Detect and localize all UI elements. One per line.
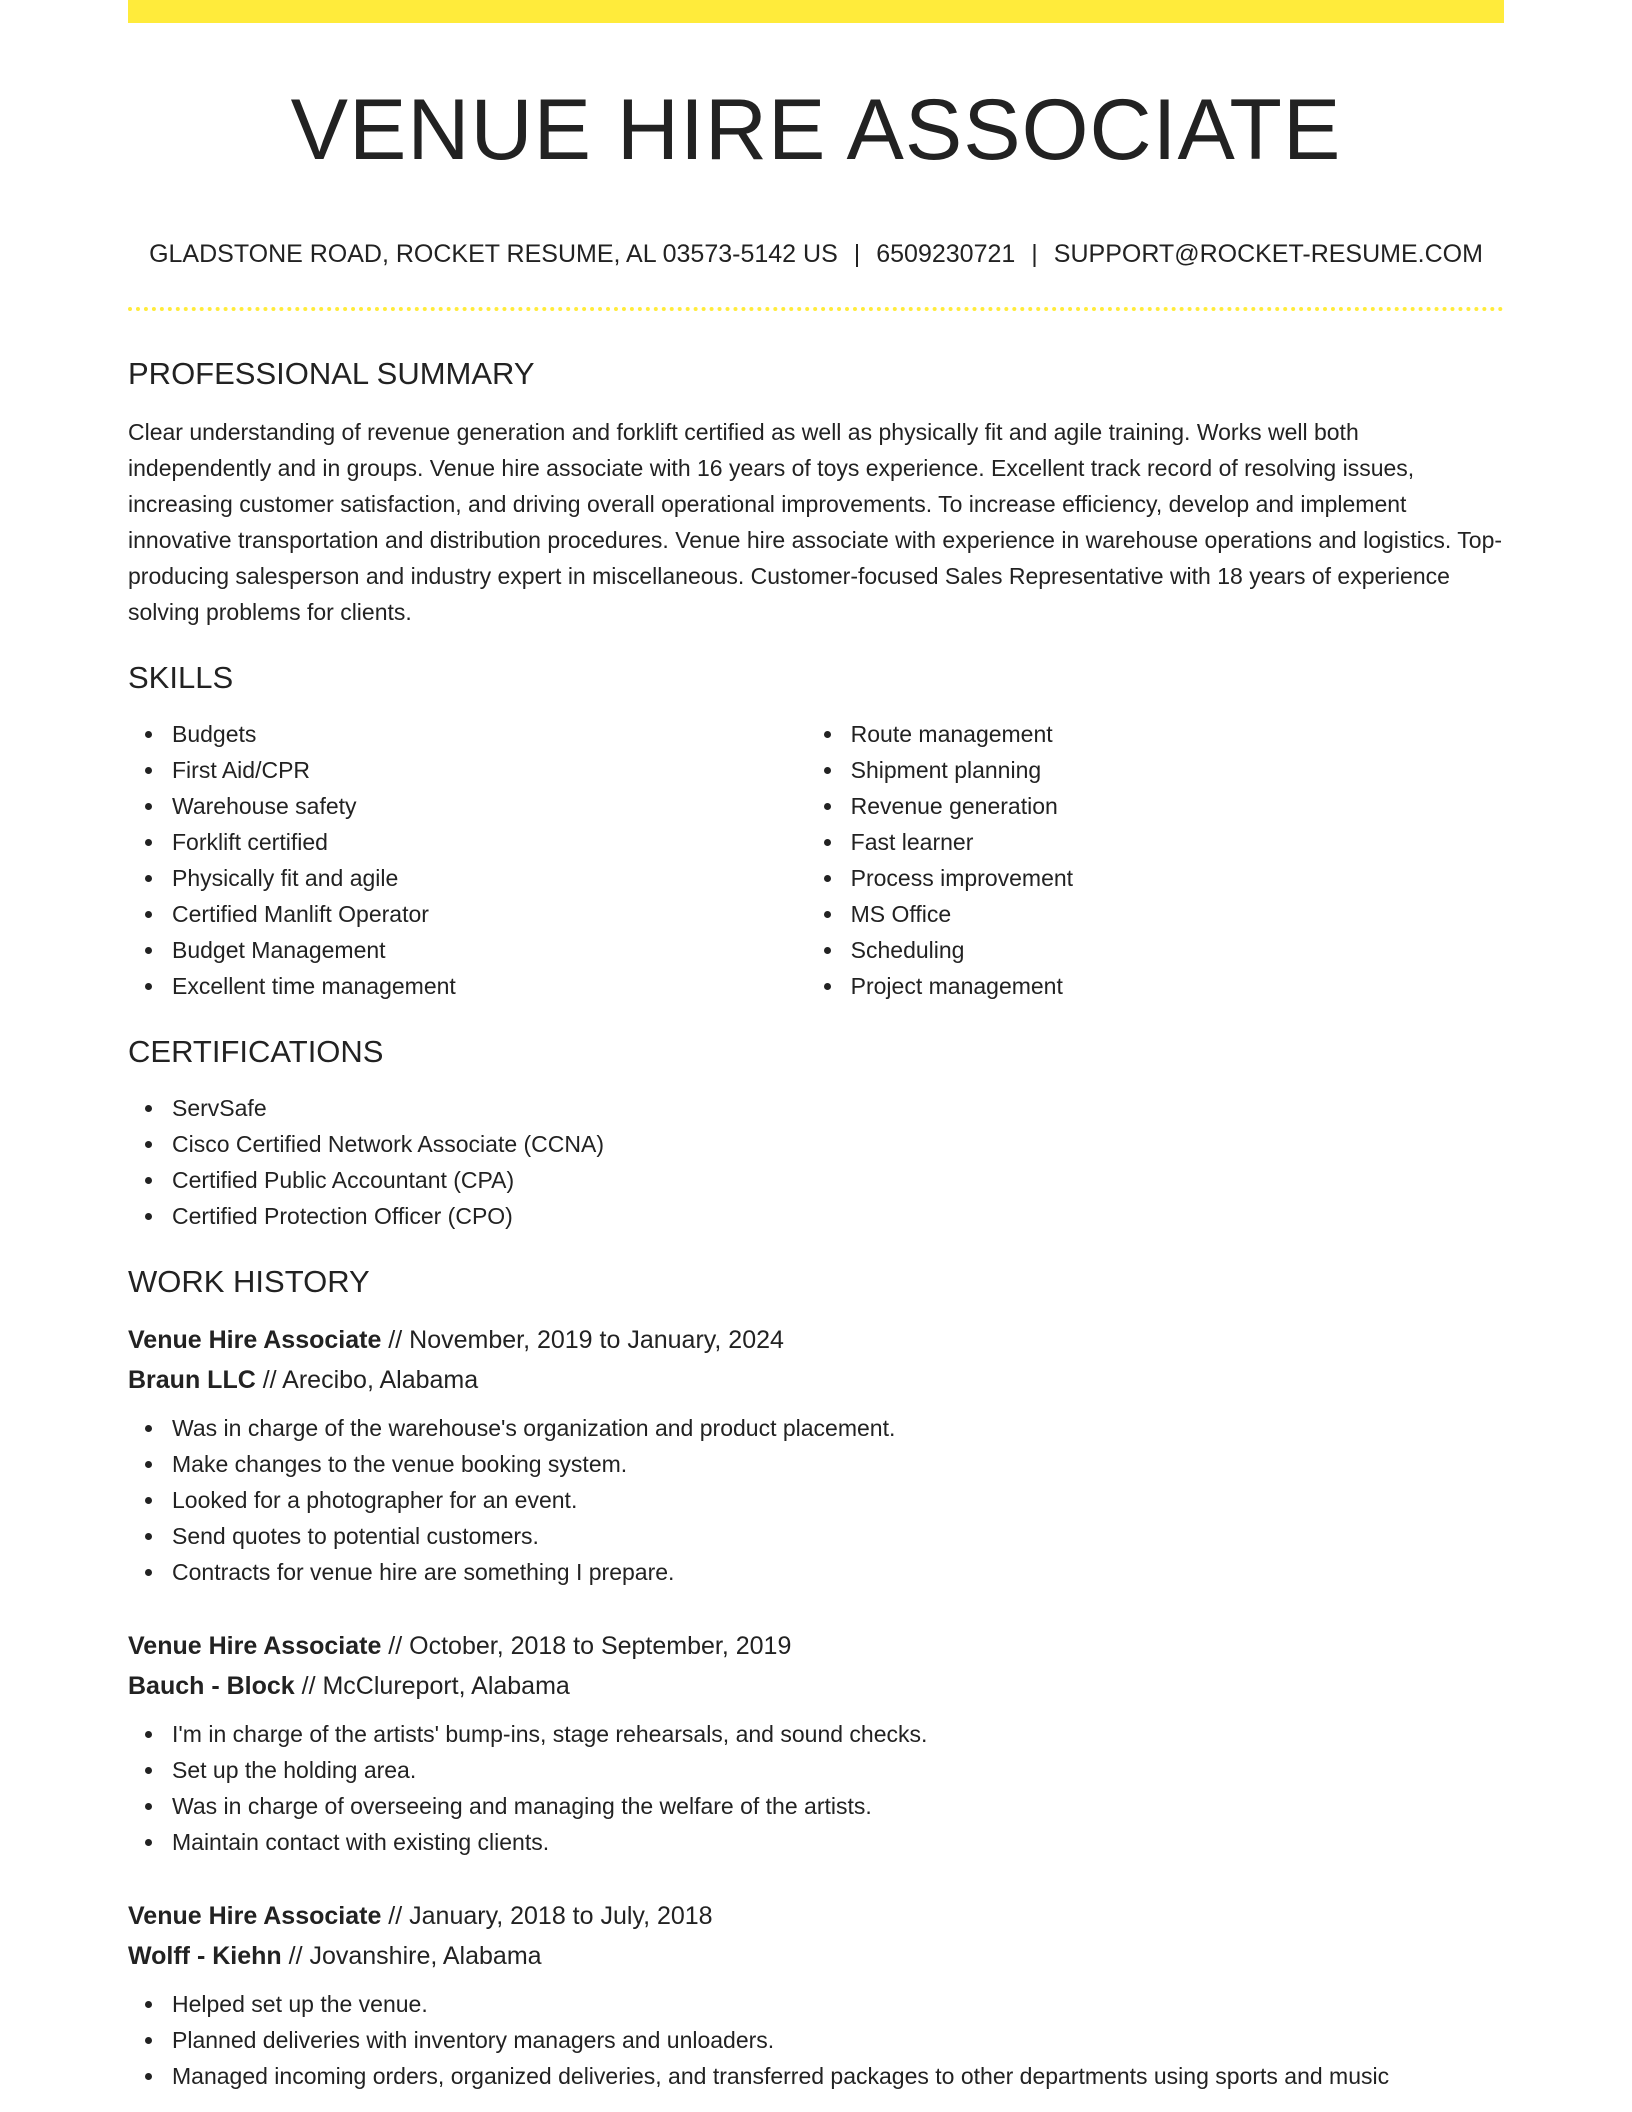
job-dates: // January, 2018 to July, 2018: [381, 1902, 713, 1930]
job-duty: Managed incoming orders, organized deliveries, and transferred packages to other departments using sports and music: [172, 2058, 1504, 2094]
resume-title: VENUE HIRE ASSOCIATE: [290, 82, 1342, 178]
skills-grid: [128, 700, 1504, 1004]
summary-heading: PROFESSIONAL SUMMARY: [128, 356, 535, 391]
skills-heading: SKILLS: [128, 660, 234, 695]
skill-item: Project management: [851, 968, 1504, 1004]
job-duties-list: [128, 1410, 1504, 1590]
skill-item: Physically fit and agile: [172, 860, 807, 896]
job-duty: Maintain contact with existing clients.: [172, 1824, 1504, 1860]
job-duty: Was in charge of the warehouse's organization and product placement.: [172, 1410, 1504, 1446]
skills-list-right: [807, 716, 1504, 1004]
job-role: Venue Hire Associate: [128, 1902, 382, 1930]
job-title-line: [128, 1320, 1504, 1360]
work-history-heading: WORK HISTORY: [128, 1264, 370, 1299]
job-title-line: [128, 1626, 1504, 1666]
contact-email: SUPPORT@ROCKET-RESUME.COM: [1053, 240, 1483, 268]
skill-item: Process improvement: [851, 860, 1504, 896]
contact-separator: |: [853, 240, 861, 268]
certification-item: Certified Protection Officer (CPO): [172, 1198, 1504, 1234]
job-company: Wolff - Kiehn: [128, 1942, 282, 1970]
contact-line: [128, 236, 1504, 272]
job-role: Venue Hire Associate: [128, 1326, 382, 1354]
certifications-heading: CERTIFICATIONS: [128, 1034, 384, 1069]
skill-item: Forklift certified: [172, 824, 807, 860]
skill-item: Route management: [851, 716, 1504, 752]
job-entry: [128, 1320, 1504, 1590]
certifications-section: [128, 1030, 1504, 1234]
job-duties-list: [128, 1986, 1504, 2094]
contact-phone: 6509230721: [876, 240, 1016, 268]
skills-list-left: [128, 716, 807, 1004]
job-duty: Set up the holding area.: [172, 1752, 1504, 1788]
certification-item: Certified Public Accountant (CPA): [172, 1162, 1504, 1198]
skills-section: [128, 656, 1504, 1004]
job-location: // Jovanshire, Alabama: [281, 1942, 542, 1970]
job-duty: Send quotes to potential customers.: [172, 1518, 1504, 1554]
work-history-section: [128, 1260, 1504, 2094]
skill-item: Warehouse safety: [172, 788, 807, 824]
job-dates: // November, 2019 to January, 2024: [381, 1326, 784, 1354]
resume-body: [128, 352, 1504, 2094]
summary-text: Clear understanding of revenue generation and forklift certified as well as physically fit and agile training. Works well both independently and in groups. Venue hire associate with 16 years of toys experience. Excellent track record of resolving issues, increasing customer satisfaction, and driving overall operational improvements. To increase efficiency, develop and implement innovative transportation and distribution procedures. Venue hire associate with experience in warehouse operations and logistics. Top-producing salesperson and industry expert in miscellaneous. Customer-focused Sales Representative with 18 years of experience solving problems for clients.: [128, 419, 1503, 625]
job-role: Venue Hire Associate: [128, 1632, 382, 1660]
summary-section: [128, 352, 1504, 630]
skill-item: Budgets: [172, 716, 807, 752]
skill-item: Fast learner: [851, 824, 1504, 860]
resume-page: [128, 0, 1504, 2112]
job-company: Braun LLC: [128, 1366, 256, 1394]
skill-item: Scheduling: [851, 932, 1504, 968]
job-duty: Planned deliveries with inventory managers and unloaders.: [172, 2022, 1504, 2058]
job-company-line: [128, 1666, 1504, 1706]
job-location: // Arecibo, Alabama: [255, 1366, 479, 1394]
job-dates: // October, 2018 to September, 2019: [381, 1632, 792, 1660]
skill-item: First Aid/CPR: [172, 752, 807, 788]
job-company-line: [128, 1936, 1504, 1976]
job-company: Bauch - Block: [128, 1672, 295, 1700]
skill-item: Budget Management: [172, 932, 807, 968]
skill-item: Certified Manlift Operator: [172, 896, 807, 932]
job-duty: I'm in charge of the artists' bump-ins, stage rehearsals, and sound checks.: [172, 1716, 1504, 1752]
job-duty: Contracts for venue hire are something I prepare.: [172, 1554, 1504, 1590]
job-duty: Make changes to the venue booking system.: [172, 1446, 1504, 1482]
top-accent-bar: [128, 0, 1504, 23]
job-duty: Helped set up the venue.: [172, 1986, 1504, 2022]
skill-item: Excellent time management: [172, 968, 807, 1004]
job-entry: [128, 1626, 1504, 1860]
skill-item: Shipment planning: [851, 752, 1504, 788]
skill-item: Revenue generation: [851, 788, 1504, 824]
job-company-line: [128, 1360, 1504, 1400]
contact-separator: |: [1031, 240, 1038, 268]
job-duty: Looked for a photographer for an event.: [172, 1482, 1504, 1518]
header-divider: [128, 307, 1504, 311]
certification-item: ServSafe: [172, 1090, 1504, 1126]
job-duties-list: [128, 1716, 1504, 1860]
job-entry: [128, 1896, 1504, 2094]
certification-item: Cisco Certified Network Associate (CCNA): [172, 1126, 1504, 1162]
job-duty: Was in charge of overseeing and managing the welfare of the artists.: [172, 1788, 1504, 1824]
certifications-list: [128, 1090, 1504, 1234]
job-title-line: [128, 1896, 1504, 1936]
contact-address: GLADSTONE ROAD, ROCKET RESUME, AL 03573-5142 US: [149, 240, 838, 268]
skill-item: MS Office: [851, 896, 1504, 932]
job-location: // McClureport, Alabama: [294, 1672, 570, 1700]
